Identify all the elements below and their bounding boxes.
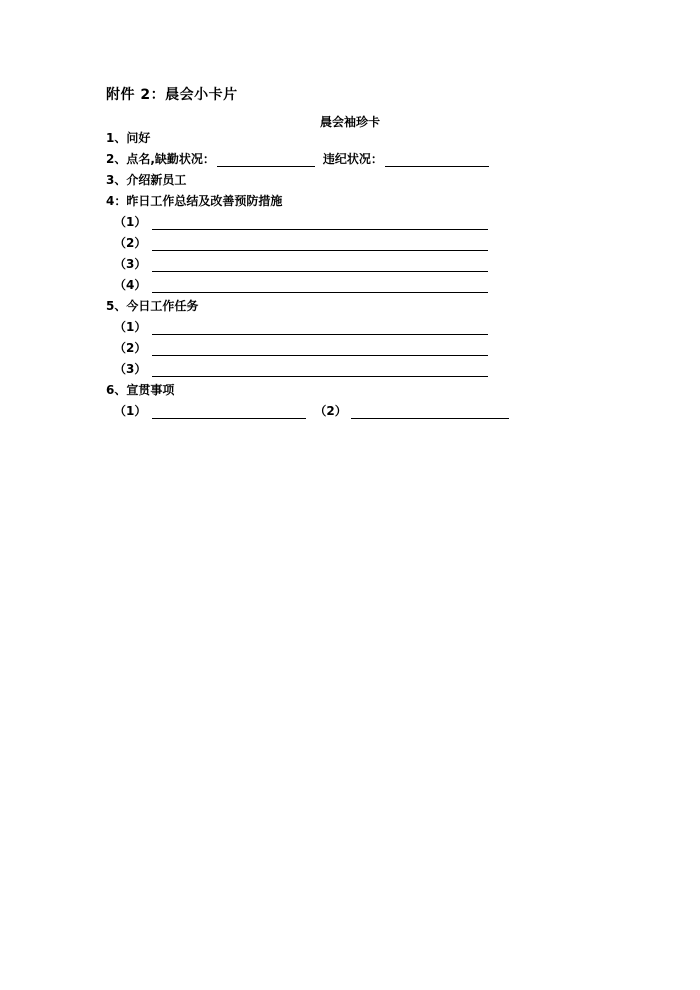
absence-blank[interactable] (217, 154, 315, 167)
yesterday-line-number: （4） (114, 278, 147, 292)
item-roll-call (106, 151, 496, 167)
today-line (114, 361, 488, 377)
today-line (114, 340, 488, 356)
announcement-second-number: （2） (314, 404, 347, 418)
announcements-label: 6、宣贯事项 (106, 383, 175, 397)
yesterday-line (114, 256, 488, 272)
yesterday-line-blank[interactable] (152, 238, 488, 251)
yesterday-line-blank[interactable] (152, 280, 488, 293)
violation-blank[interactable] (385, 154, 489, 167)
announcement-second-blank[interactable] (351, 406, 509, 419)
attachment-title: 附件 2：晨会小卡片 (106, 87, 238, 103)
new-staff-label: 3、介绍新员工 (106, 173, 187, 187)
today-line-blank[interactable] (152, 322, 488, 335)
today-line (114, 319, 488, 335)
yesterday-line (114, 235, 488, 251)
roll-call-label: 2、点名,缺勤状况： (106, 152, 215, 166)
violation-label: 违纪状况： (322, 152, 383, 166)
announcement-first-blank[interactable] (152, 406, 306, 419)
card-title: 晨会袖珍卡 (319, 115, 380, 129)
yesterday-line-blank[interactable] (152, 217, 488, 230)
yesterday-line (114, 214, 488, 230)
item-announcements (106, 382, 496, 398)
yesterday-line-number: （3） (114, 257, 147, 271)
yesterday-line-number: （2） (114, 236, 147, 250)
announcement-first-number: （1） (114, 404, 147, 418)
yesterday-line-blank[interactable] (152, 259, 488, 272)
today-line-number: （1） (114, 320, 147, 334)
item-today (106, 298, 496, 314)
item-yesterday (106, 193, 496, 209)
today-label: 5、今日工作任务 (106, 299, 199, 313)
yesterday-line-number: （1） (114, 215, 147, 229)
item-greeting (106, 130, 496, 146)
yesterday-label: 4：昨日工作总结及改善预防措施 (106, 194, 283, 208)
yesterday-line (114, 277, 488, 293)
today-line-blank[interactable] (152, 343, 488, 356)
today-line-number: （3） (114, 362, 147, 376)
item-new-staff (106, 172, 496, 188)
announcements-line (114, 403, 488, 419)
item-greeting-label: 1、问好 (106, 131, 151, 145)
today-line-number: （2） (114, 341, 147, 355)
today-line-blank[interactable] (152, 364, 488, 377)
